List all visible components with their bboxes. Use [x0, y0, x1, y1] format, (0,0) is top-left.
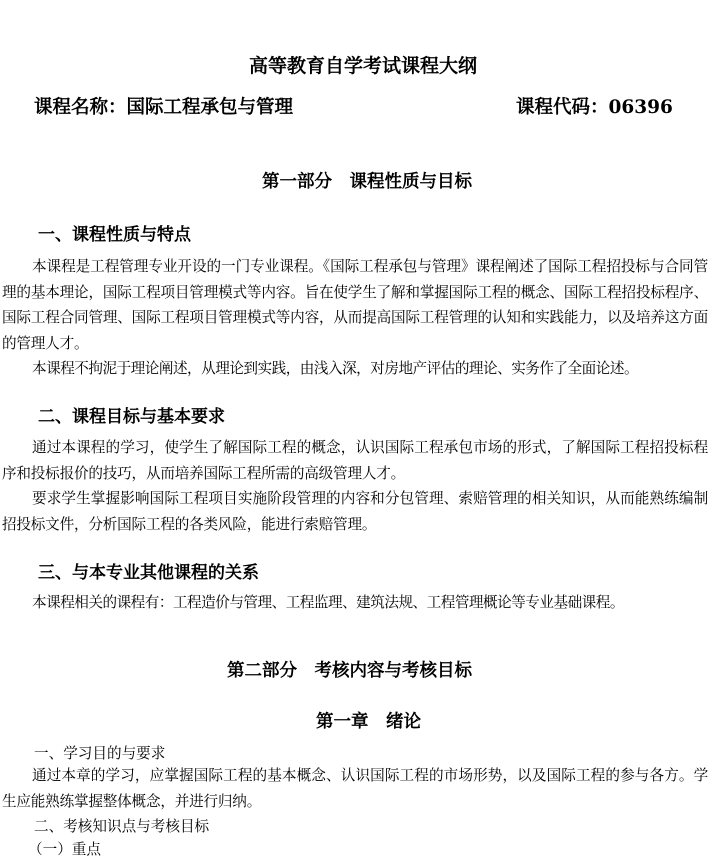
chapter1-sub2-item: （一）重点: [28, 841, 101, 858]
section2-paragraph-1: 通过本课程的学习，使学生了解国际工程的概念，认识国际工程承包市场的形式，了解国际工程招投标程序和投标报价的技巧，从而培养国际工程所需的高级管理人才。: [2, 439, 708, 482]
section3-heading: 三、与本专业其他课程的关系: [38, 563, 259, 583]
section1-paragraph-2: 本课程不拘泥于理论阐述，从理论到实践，由浅入深，对房地产评估的理论、实务作了全面论述。: [32, 360, 639, 377]
section2-heading: 二、课程目标与基本要求: [38, 407, 225, 427]
chapter1-sub1-paragraph: 通过本章的学习，应掌握国际工程的基本概念、认识国际工程的市场形势，以及国际工程的参与各方。学生应能熟练掌握整体概念，并进行归纳。: [2, 767, 708, 810]
course-code: 课程代码：06396: [516, 97, 673, 118]
document-title: 高等教育自学考试课程大纲: [248, 55, 477, 77]
course-name: 课程名称：国际工程承包与管理: [34, 97, 294, 118]
section2-paragraph-2: 要求学生掌握影响国际工程项目实施阶段管理的内容和分包管理、索赔管理的相关知识，从而能熟练编制招投标文件，分析国际工程的各类风险，能进行索赔管理。: [2, 490, 708, 533]
part1-title: 第一部分 课程性质与目标: [262, 172, 472, 192]
section3-paragraph-1: 本课程相关的课程有：工程造价与管理、工程监理、建筑法规、工程管理概论等专业基础课程。: [32, 594, 624, 611]
part2-title: 第二部分 考核内容与考核目标: [227, 661, 472, 681]
chapter1-sub1-heading: 一、学习目的与要求: [34, 745, 166, 762]
chapter1-title: 第一章 绪论: [316, 712, 421, 732]
chapter1-sub2-heading: 二、考核知识点与考核目标: [34, 818, 210, 835]
section1-heading: 一、课程性质与特点: [38, 225, 191, 245]
section1-paragraph-1: 本课程是工程管理专业开设的一门专业课程。《国际工程承包与管理》课程阐述了国际工程招投标与合同管理的基本理论，国际工程项目管理模式等内容。旨在使学生了解和掌握国际工程的概念、国际工程招投标程序、国际工程合同管理、国际工程项目管理模式等内容，从而提高国际工程管理的认知和实践能力，以及培养这方面的管理人才。: [2, 258, 708, 352]
